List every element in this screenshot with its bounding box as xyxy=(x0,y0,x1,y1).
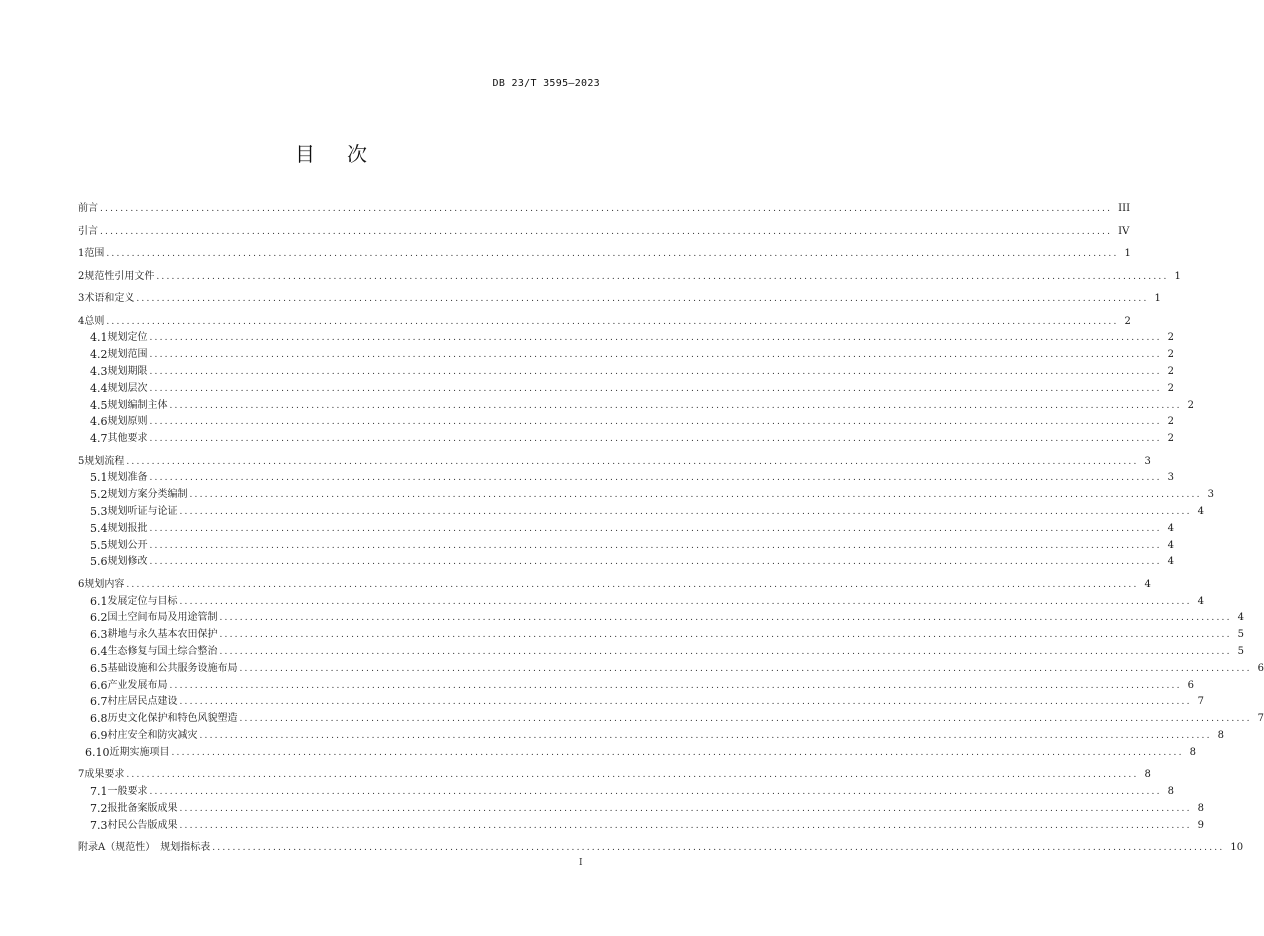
toc-leader-dots: ........................................................................................................................................................................................................ xyxy=(126,770,1139,780)
toc-entry-page: 2 xyxy=(1124,316,1131,327)
toc-entry[interactable] xyxy=(90,785,1175,799)
toc-leader-dots: ........................................................................................................................................................................................................ xyxy=(149,473,1162,483)
toc-entry-number: 4 xyxy=(78,316,85,327)
toc-leader-dots: ........................................................................................................................................................................................................ xyxy=(179,597,1192,607)
toc-leader-dots: ........................................................................................................................................................................................................ xyxy=(219,630,1232,640)
toc-leader-dots: ........................................................................................................................................................................................................ xyxy=(179,804,1192,814)
toc-entry-label: 村庄安全和防灾减灾 xyxy=(107,730,198,741)
toc-entry-number: 2 xyxy=(78,271,85,282)
toc-leader-dots: ........................................................................................................................................................................................................ xyxy=(106,317,1119,327)
toc-entry[interactable] xyxy=(78,225,1130,239)
toc-leader-dots: ........................................................................................................................................................................................................ xyxy=(169,681,1182,691)
toc-entry-page: 2 xyxy=(1167,332,1175,343)
toc-leader-dots: ........................................................................................................................................................................................................ xyxy=(212,843,1225,853)
toc-entry[interactable] xyxy=(90,505,1205,519)
toc-entry-label: 成果要求 xyxy=(84,769,125,780)
toc-entry-label: 规范性引用文件 xyxy=(84,271,155,282)
toc-entry-number: 5.5 xyxy=(90,539,108,552)
toc-entry-label: 范围 xyxy=(84,248,105,259)
toc-leader-dots: ........................................................................................................................................................................................................ xyxy=(149,333,1162,343)
toc-entry[interactable] xyxy=(90,348,1175,362)
toc-entry[interactable] xyxy=(78,292,1161,306)
toc-entry-number: 6 xyxy=(78,579,85,590)
toc-entry-number: 6.8 xyxy=(90,712,108,725)
toc-leader-dots: ........................................................................................................................................................................................................ xyxy=(189,490,1202,500)
toc-entry-page: 4 xyxy=(1197,506,1205,517)
toc-entry[interactable] xyxy=(90,679,1195,693)
toc-entry-label: 发展定位与目标 xyxy=(107,596,178,607)
toc-entry[interactable] xyxy=(78,202,1131,216)
document-code: DB 23/T 3595—2023 xyxy=(492,78,600,89)
toc-entry-page: 1 xyxy=(1154,293,1161,304)
toc-entry[interactable] xyxy=(78,841,1244,855)
toc-leader-dots: ........................................................................................................................................................................................................ xyxy=(100,227,1113,237)
page-title: 目次 xyxy=(295,142,399,166)
toc-entry-page: 2 xyxy=(1187,400,1195,411)
toc-entry-number: 1 xyxy=(78,248,85,259)
toc-entry-page: 4 xyxy=(1197,596,1205,607)
toc-entry-page: III xyxy=(1118,203,1131,214)
toc-entry-label: 规划内容 xyxy=(84,579,125,590)
toc-entry-page: 3 xyxy=(1167,472,1175,483)
toc-entry-number: 6.10 xyxy=(85,746,110,759)
toc-entry-page: 6 xyxy=(1257,663,1264,674)
toc-entry[interactable] xyxy=(90,695,1205,709)
toc-entry[interactable] xyxy=(90,399,1195,413)
toc-leader-dots: ........................................................................................................................................................................................................ xyxy=(100,204,1113,214)
toc-entry-number: 5.1 xyxy=(90,471,108,484)
toc-entry[interactable] xyxy=(90,595,1205,609)
toc-entry[interactable] xyxy=(90,382,1175,396)
toc-entry-page: 2 xyxy=(1167,433,1175,444)
toc-entry-number: 7.2 xyxy=(90,802,108,815)
toc-entry-number: 4.7 xyxy=(90,432,108,445)
toc-leader-dots: ........................................................................................................................................................................................................ xyxy=(126,580,1139,590)
toc-entry-page: 9 xyxy=(1197,820,1205,831)
toc-entry[interactable] xyxy=(90,365,1175,379)
toc-entry[interactable] xyxy=(90,488,1215,502)
toc-entry-label: 一般要求 xyxy=(107,786,148,797)
toc-leader-dots: ........................................................................................................................................................................................................ xyxy=(149,787,1162,797)
toc-entry-page: 8 xyxy=(1189,747,1197,758)
toc-entry[interactable] xyxy=(78,578,1151,592)
toc-leader-dots: ........................................................................................................................................................................................................ xyxy=(149,541,1162,551)
toc-entry-page: 4 xyxy=(1167,556,1175,567)
toc-entry-label: 耕地与永久基本农田保护 xyxy=(107,629,218,640)
toc-entry[interactable] xyxy=(78,247,1131,261)
toc-entry[interactable] xyxy=(90,611,1245,625)
toc-entry-number: 6.2 xyxy=(90,611,108,624)
toc-entry-label: 附录A（规范性） 规划指标表 xyxy=(78,842,211,853)
toc-entry[interactable] xyxy=(90,645,1245,659)
toc-entry-number: 6.9 xyxy=(90,729,108,742)
toc-entry-label: 规划方案分类编制 xyxy=(107,489,188,500)
toc-entry[interactable] xyxy=(90,432,1175,446)
toc-entry-page: 5 xyxy=(1237,629,1245,640)
toc-entry-page: 3 xyxy=(1207,489,1215,500)
toc-entry[interactable] xyxy=(78,455,1151,469)
toc-entry[interactable] xyxy=(90,662,1264,676)
toc-entry-label: 历史文化保护和特色风貌塑造 xyxy=(107,713,238,724)
toc-entry-page: 8 xyxy=(1144,769,1151,780)
toc-entry[interactable] xyxy=(90,555,1175,569)
toc-leader-dots: ........................................................................................................................................................................................................ xyxy=(239,714,1252,724)
toc-entry-number: 5.4 xyxy=(90,522,108,535)
toc-entry-number: 5.2 xyxy=(90,488,108,501)
toc-entry-label: 近期实施项目 xyxy=(109,747,170,758)
toc-leader-dots: ........................................................................................................................................................................................................ xyxy=(149,434,1162,444)
toc-entry-label: 规划报批 xyxy=(107,523,148,534)
toc-entry-page: 4 xyxy=(1144,579,1151,590)
toc-entry[interactable] xyxy=(90,539,1175,553)
toc-entry[interactable] xyxy=(90,819,1205,833)
toc-entry-page: 8 xyxy=(1217,730,1225,741)
toc-entry-number: 7.1 xyxy=(90,785,108,798)
toc-leader-dots: ........................................................................................................................................................................................................ xyxy=(171,748,1184,758)
toc-entry-label: 规划修改 xyxy=(107,556,148,567)
toc-leader-dots: ........................................................................................................................................................................................................ xyxy=(149,367,1162,377)
toc-entry-label: 规划听证与论证 xyxy=(107,506,178,517)
toc-leader-dots: ........................................................................................................................................................................................................ xyxy=(169,401,1182,411)
toc-entry-label: 规划范围 xyxy=(107,349,148,360)
toc-entry-label: 基础设施和公共服务设施布局 xyxy=(107,663,238,674)
toc-entry-label: 规划定位 xyxy=(107,332,148,343)
toc-entry-page: 4 xyxy=(1237,612,1245,623)
toc-entry-number: 6.5 xyxy=(90,662,108,675)
toc-entry[interactable] xyxy=(90,331,1175,345)
toc-entry-number: 4.5 xyxy=(90,399,108,412)
toc-entry[interactable] xyxy=(90,802,1205,816)
toc-entry[interactable] xyxy=(85,746,1197,760)
toc-entry-label: 规划流程 xyxy=(84,456,125,467)
toc-leader-dots: ........................................................................................................................................................................................................ xyxy=(149,417,1162,427)
toc-entry-page: 6 xyxy=(1187,680,1195,691)
toc-leader-dots: ........................................................................................................................................................................................................ xyxy=(179,507,1192,517)
toc-entry-label: 报批备案版成果 xyxy=(107,803,178,814)
toc-leader-dots: ........................................................................................................................................................................................................ xyxy=(179,697,1192,707)
toc-entry[interactable] xyxy=(78,768,1151,782)
toc-entry-number: 4.1 xyxy=(90,331,108,344)
toc-leader-dots: ........................................................................................................................................................................................................ xyxy=(149,557,1162,567)
toc-entry[interactable] xyxy=(90,628,1245,642)
toc-leader-dots: ........................................................................................................................................................................................................ xyxy=(149,384,1162,394)
toc-leader-dots: ........................................................................................................................................................................................................ xyxy=(126,457,1139,467)
toc-entry-number: 4.4 xyxy=(90,382,108,395)
toc-leader-dots: ........................................................................................................................................................................................................ xyxy=(179,821,1192,831)
toc-entry-page: 3 xyxy=(1144,456,1151,467)
toc-leader-dots: ........................................................................................................................................................................................................ xyxy=(106,249,1119,259)
toc-entry-label: 村民公告版成果 xyxy=(107,820,178,831)
toc-entry-label: 生态修复与国土综合整治 xyxy=(107,646,218,657)
toc-entry-label: 规划编制主体 xyxy=(107,400,168,411)
toc-entry-label: 国土空间布局及用途管制 xyxy=(107,612,218,623)
toc-leader-dots: ........................................................................................................................................................................................................ xyxy=(149,350,1162,360)
toc-entry-label: 规划原则 xyxy=(107,416,148,427)
toc-entry-page: 7 xyxy=(1257,713,1264,724)
toc-entry-number: 4.6 xyxy=(90,415,108,428)
toc-entry[interactable] xyxy=(90,415,1175,429)
toc-entry-page: 1 xyxy=(1124,248,1131,259)
toc-entry-number: 5 xyxy=(78,456,85,467)
toc-entry-number: 5.6 xyxy=(90,555,108,568)
toc-entry-label: 产业发展布局 xyxy=(107,680,168,691)
toc-leader-dots: ........................................................................................................................................................................................................ xyxy=(199,731,1212,741)
toc-entry-number: 7 xyxy=(78,769,85,780)
toc-entry-page: 10 xyxy=(1230,842,1244,853)
toc-entry-page: 8 xyxy=(1167,786,1175,797)
toc-leader-dots: ........................................................................................................................................................................................................ xyxy=(156,272,1169,282)
toc-entry-page: 8 xyxy=(1197,803,1205,814)
toc-entry-number: 6.6 xyxy=(90,679,108,692)
toc-entry-number: 6.7 xyxy=(90,695,108,708)
page-number: I xyxy=(579,858,583,868)
toc-entry-number: 3 xyxy=(78,293,85,304)
toc-entry[interactable] xyxy=(90,471,1175,485)
toc-entry-page: IV xyxy=(1118,226,1130,237)
toc-entry-number: 6.3 xyxy=(90,628,108,641)
toc-entry[interactable] xyxy=(78,315,1131,329)
toc-entry-page: 2 xyxy=(1167,366,1175,377)
toc-entry-number: 4.2 xyxy=(90,348,108,361)
toc-entry-number: 7.3 xyxy=(90,819,108,832)
toc-entry-label: 规划期限 xyxy=(107,366,148,377)
toc-entry[interactable] xyxy=(90,522,1175,536)
toc-entry-label: 前言 xyxy=(78,203,98,214)
toc-leader-dots: ........................................................................................................................................................................................................ xyxy=(239,664,1252,674)
toc-leader-dots: ........................................................................................................................................................................................................ xyxy=(219,647,1232,657)
toc-entry-number: 6.4 xyxy=(90,645,108,658)
toc-entry-number: 5.3 xyxy=(90,505,108,518)
toc-leader-dots: ........................................................................................................................................................................................................ xyxy=(219,613,1232,623)
toc-entry-label: 其他要求 xyxy=(107,433,148,444)
toc-entry[interactable] xyxy=(90,712,1264,726)
toc-entry-page: 2 xyxy=(1167,416,1175,427)
toc-entry-label: 村庄居民点建设 xyxy=(107,696,178,707)
toc-leader-dots: ........................................................................................................................................................................................................ xyxy=(149,524,1162,534)
toc-entry-label: 规划准备 xyxy=(107,472,148,483)
toc-entry[interactable] xyxy=(78,270,1181,284)
toc-entry-page: 2 xyxy=(1167,349,1175,360)
toc-entry-label: 规划层次 xyxy=(107,383,148,394)
toc-entry-label: 规划公开 xyxy=(107,540,148,551)
toc-entry-label: 引言 xyxy=(78,226,98,237)
toc-entry-page: 5 xyxy=(1237,646,1245,657)
toc-entry-page: 4 xyxy=(1167,523,1175,534)
toc-entry-page: 7 xyxy=(1197,696,1205,707)
toc-entry-page: 4 xyxy=(1167,540,1175,551)
toc-entry-label: 总则 xyxy=(84,316,105,327)
toc-entry[interactable] xyxy=(90,729,1225,743)
toc-entry-page: 2 xyxy=(1167,383,1175,394)
toc-entry-label: 术语和定义 xyxy=(84,293,135,304)
toc-leader-dots: ........................................................................................................................................................................................................ xyxy=(136,294,1149,304)
toc-entry-number: 6.1 xyxy=(90,595,108,608)
toc-entry-number: 4.3 xyxy=(90,365,108,378)
toc-entry-page: 1 xyxy=(1174,271,1181,282)
